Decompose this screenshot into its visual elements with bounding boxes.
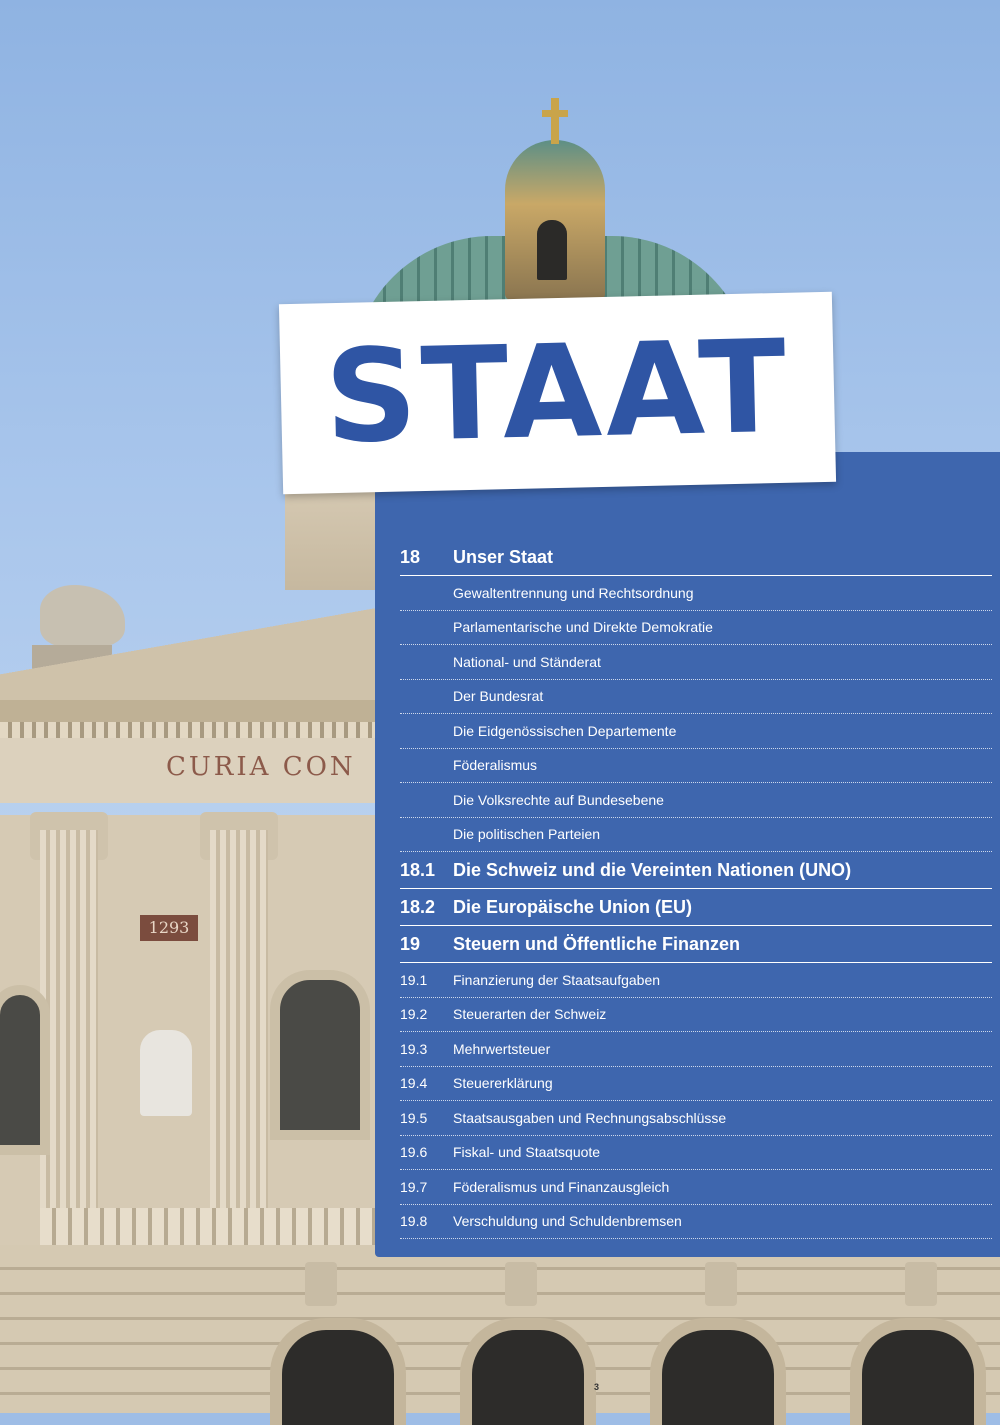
toc-section-row[interactable] bbox=[400, 749, 992, 784]
cross-icon bbox=[551, 98, 559, 144]
toc-label: Fiskal- und Staatsquote bbox=[453, 1144, 601, 1161]
toc-chapter-row[interactable] bbox=[400, 852, 992, 889]
year-plaque: 1293 bbox=[140, 915, 198, 941]
keystone bbox=[305, 1262, 337, 1306]
toc-section-row[interactable] bbox=[400, 1205, 992, 1240]
title-card bbox=[279, 292, 836, 494]
seated-statue bbox=[140, 1030, 192, 1116]
toc-label: Finanzierung der Staatsaufgaben bbox=[453, 971, 661, 988]
toc-label: National- und Ständerat bbox=[453, 653, 601, 670]
ground-arch bbox=[270, 1318, 406, 1425]
toc-label: Steuern und Öffentliche Finanzen bbox=[453, 933, 741, 954]
toc-label: Die politischen Parteien bbox=[453, 826, 601, 843]
toc-section-row[interactable] bbox=[400, 783, 992, 818]
toc-section-row[interactable] bbox=[400, 714, 992, 749]
balustrade bbox=[40, 1208, 380, 1246]
column bbox=[210, 830, 268, 1210]
toc-number: 18.2 bbox=[400, 896, 436, 917]
toc-label: Staatsausgaben und Rechnungsabschlüsse bbox=[453, 1109, 727, 1126]
toc-section-row[interactable] bbox=[400, 680, 992, 715]
ground-arch bbox=[650, 1318, 786, 1425]
keystone bbox=[905, 1262, 937, 1306]
toc-section-row[interactable] bbox=[400, 998, 992, 1033]
ground-arch bbox=[460, 1318, 596, 1425]
toc-number: 19.8 bbox=[400, 1213, 428, 1230]
toc-label: Die Schweiz und die Vereinten Nationen (UNO) bbox=[453, 859, 852, 880]
toc-number: 19.7 bbox=[400, 1178, 428, 1195]
page-title: STAAT bbox=[323, 312, 792, 473]
toc-section-row[interactable] bbox=[400, 1067, 992, 1102]
toc-label: Steuerarten der Schweiz bbox=[453, 1006, 607, 1023]
arched-window bbox=[270, 970, 370, 1140]
toc-label: Die Europäische Union (EU) bbox=[453, 896, 693, 917]
arched-window bbox=[0, 985, 50, 1155]
toc-section-row[interactable] bbox=[400, 645, 992, 680]
keystone bbox=[505, 1262, 537, 1306]
toc-section-row[interactable] bbox=[400, 576, 992, 611]
toc-number: 18 bbox=[400, 547, 421, 567]
keystone bbox=[705, 1262, 737, 1306]
toc-section-row[interactable] bbox=[400, 1170, 992, 1205]
toc-label: Die Eidgenössischen Departemente bbox=[453, 722, 677, 739]
lantern-window bbox=[537, 220, 567, 280]
page-number: 3 bbox=[594, 1382, 600, 1392]
toc-number: 19 bbox=[400, 933, 421, 954]
toc-chapter-row[interactable] bbox=[400, 926, 992, 963]
toc-label: Verschuldung und Schuldenbremsen bbox=[453, 1213, 682, 1230]
toc-chapter-row[interactable] bbox=[400, 889, 992, 926]
toc-number: 18.1 bbox=[400, 859, 436, 880]
toc-number: 19.3 bbox=[400, 1040, 428, 1057]
toc-label: Unser Staat bbox=[453, 547, 554, 567]
pediment bbox=[0, 575, 380, 715]
toc-number: 19.5 bbox=[400, 1109, 428, 1126]
toc-number: 19.2 bbox=[400, 1006, 428, 1023]
toc-label: Steuererklärung bbox=[453, 1075, 553, 1092]
toc-section-row[interactable] bbox=[400, 611, 992, 646]
toc-section-row[interactable] bbox=[400, 818, 992, 853]
table-of-contents bbox=[400, 540, 992, 1239]
toc-section-row[interactable] bbox=[400, 1101, 992, 1136]
toc-chapter-row[interactable] bbox=[400, 540, 992, 576]
facade-inscription: CURIA CON bbox=[166, 752, 356, 782]
toc-label: Mehrwertsteuer bbox=[453, 1040, 551, 1057]
toc-label: Parlamentarische und Direkte Demokratie bbox=[453, 619, 713, 636]
toc-number: 19.4 bbox=[400, 1075, 428, 1092]
toc-number: 19.6 bbox=[400, 1144, 428, 1161]
ground-arch bbox=[850, 1318, 986, 1425]
toc-label: Föderalismus bbox=[453, 757, 538, 774]
toc-label: Gewaltentrennung und Rechtsordnung bbox=[453, 584, 694, 601]
toc-section-row[interactable] bbox=[400, 1032, 992, 1067]
toc-label: Der Bundesrat bbox=[453, 688, 544, 705]
toc-number: 19.1 bbox=[400, 971, 428, 988]
toc-section-row[interactable] bbox=[400, 963, 992, 998]
cross-icon-bar bbox=[542, 110, 568, 117]
toc-label: Die Volksrechte auf Bundesebene bbox=[453, 791, 664, 808]
toc-label: Föderalismus und Finanzausgleich bbox=[453, 1178, 670, 1195]
toc-section-row[interactable] bbox=[400, 1136, 992, 1171]
